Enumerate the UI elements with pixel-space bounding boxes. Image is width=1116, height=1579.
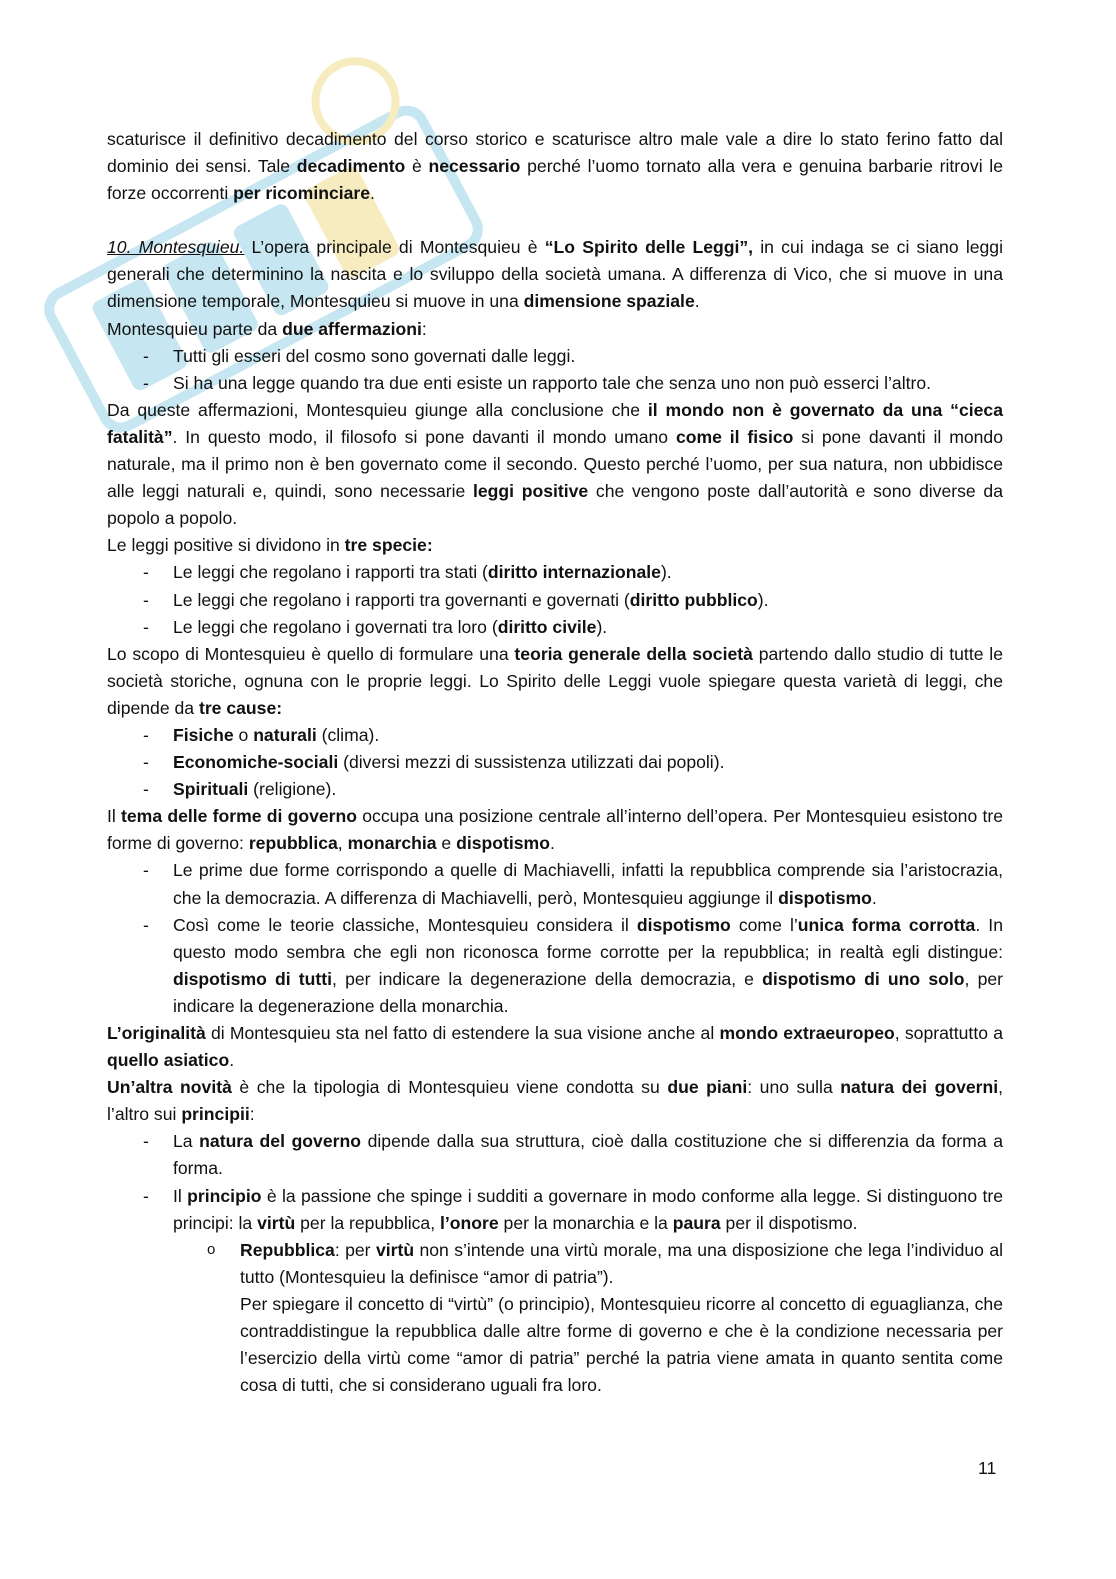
bold-text: Spirituali: [173, 779, 249, 800]
text-run: ).: [596, 616, 608, 637]
list-item: [107, 776, 1003, 803]
bold-text: Repubblica: [240, 1239, 335, 1260]
text-run: che vengono poste dall’autorità e sono diverse da popolo a popolo.: [107, 481, 1003, 529]
bold-text: dimensione spaziale: [523, 291, 695, 312]
bold-text: natura del governo: [199, 1131, 361, 1152]
bold-text: Economiche-sociali: [173, 752, 339, 773]
bold-text: naturali: [253, 724, 317, 745]
bold-text: tre cause:: [198, 697, 283, 718]
text-run: , soprattutto a: [894, 1023, 1003, 1043]
text-run: è che la tipologia di Montesquieu viene condotta su: [231, 1077, 668, 1098]
bold-text: tema delle forme di governo: [121, 806, 358, 827]
text-run: non s’intende una virtù morale, ma una disposizione che lega l’individuo al tutto (Montesquieu la definisce “amor di patria”).: [240, 1239, 1004, 1287]
list-item: [107, 1128, 1003, 1182]
text-run: .: [370, 183, 375, 204]
text-run: :: [249, 1104, 255, 1125]
paragraph-forms-of-government: [107, 803, 1003, 857]
text-run: .: [871, 887, 877, 908]
text-run: .: [694, 291, 700, 312]
text-run: (religione).: [248, 779, 337, 800]
list-forms: [107, 857, 1003, 1020]
bold-text: monarchia: [347, 833, 437, 854]
text-run: . In questo modo sembra che egli non riconosca forme corrotte per la repubblica; in realtà egli distingue:: [173, 914, 1003, 962]
bold-text: il mondo non è governato da una “cieca fatalità”: [107, 399, 1003, 447]
bold-text: dispotismo: [778, 887, 872, 908]
text-run: . In questo modo, il filosofo si pone davanti il mondo umano: [172, 426, 676, 447]
bold-text: “Lo Spirito delle Leggi”,: [544, 237, 754, 258]
text-run: (diversi mezzi di sussistenza utilizzati dai popoli).: [338, 752, 725, 773]
list-item: [107, 343, 1003, 370]
list-item: [107, 1183, 1003, 1237]
text-run: o: [233, 724, 254, 745]
bold-text: per ricominciare: [233, 183, 371, 204]
text-run: Montesquieu parte da: [107, 318, 283, 339]
text-run: La: [173, 1131, 200, 1152]
text-run: corso storico e scaturisce altro male vale a dire lo stato ferino fatto dal dominio dei sensi.: [107, 129, 1003, 177]
bold-text: virtù: [257, 1212, 296, 1233]
text-run: Lo scopo di Montesquieu è quello di formulare una: [107, 643, 515, 664]
text-run: Da queste affermazioni, Montesquieu giunge alla conclusione che: [107, 399, 648, 420]
list-affirmations: [107, 343, 1003, 397]
bold-text: diritto pubblico: [629, 589, 758, 610]
text-run: di Montesquieu sta nel fatto di estendere la sua visione anche al: [205, 1023, 720, 1043]
text-run: per il dispotismo.: [720, 1212, 858, 1233]
bold-text: mondo extraeuropeo: [719, 1023, 895, 1043]
bold-text: principio: [187, 1185, 262, 1206]
bold-text: tre specie:: [344, 535, 433, 556]
text-run: occupa una posizione centrale all’interno dell’opera. Per Montesquieu esistono tre forme di governo:: [107, 806, 1003, 854]
bold-text: principii: [181, 1104, 250, 1125]
text-run: ).: [757, 589, 769, 610]
text-run: .: [229, 1050, 235, 1071]
text-run: Per spiegare il concetto di “virtù” (o principio), Montesquieu ricorre al concetto di eguaglianza, che contraddistingue la repubblica dalle altre forme di governo e che è la condizione necessaria per l’esercizio della virtù come “amor di patria” perché la patria viene amata in quanto sentita come cosa di tutti, che si considerano uguali fra loro.: [240, 1293, 1003, 1396]
list-item: [107, 370, 1003, 397]
text-run: : per: [334, 1239, 376, 1260]
paragraph-law-species: [107, 532, 1003, 559]
bold-text: due affermazioni: [282, 318, 422, 339]
list-item: [107, 559, 1003, 586]
list-law-species: [107, 559, 1003, 640]
text-run: ).: [660, 562, 672, 583]
text-run: Si ha una legge quando tra due enti esiste un rapporto tale che senza uno non può esserci l’altro.: [173, 372, 932, 393]
text-run: Il: [173, 1185, 188, 1206]
paragraph-conclusion: [107, 397, 1003, 532]
bold-text: leggi positive: [472, 481, 589, 502]
bold-text: virtù: [375, 1239, 415, 1260]
list-item: [107, 749, 1003, 776]
bold-text: natura dei governi: [840, 1077, 999, 1098]
bold-text: teoria generale della società: [514, 643, 753, 664]
text-run: dipende dalla sua struttura, cioè dalla costituzione che si differenzia da forma a forma.: [173, 1131, 1003, 1179]
bold-text: L’originalità: [107, 1023, 206, 1043]
sublist-principles: [107, 1237, 1003, 1400]
text-run: è: [405, 156, 429, 177]
list-causes: [107, 722, 1003, 803]
list-item: [107, 912, 1003, 1020]
text-run: Le leggi che regolano i rapporti tra stati (: [173, 562, 488, 583]
text-run: Così come le teorie classiche, Montesquieu considera il: [173, 914, 637, 935]
bold-text: Fisiche: [173, 724, 234, 745]
bold-text: dispotismo di tutti: [173, 968, 333, 989]
document-body: [107, 126, 1003, 1399]
text-run: Le leggi che regolano i rapporti tra governanti e governati (: [173, 589, 630, 610]
republic-definition: [240, 1237, 1003, 1291]
text-run: Le leggi positive si dividono in: [107, 535, 345, 556]
list-planes: [107, 1128, 1003, 1236]
list-item: [107, 857, 1003, 911]
section-heading: 10. Montesquieu.: [107, 237, 245, 258]
paragraph-novelty: [107, 1074, 1003, 1128]
text-run: Il: [107, 806, 122, 827]
bold-text: diritto civile: [497, 616, 597, 637]
bold-text: repubblica: [248, 833, 338, 854]
bold-text: paura: [672, 1212, 721, 1233]
text-run: si pone davanti il mondo naturale, ma il primo non è ben governato come il secondo. Questo perché l’uomo, per sua natura, non ubbidisce alle leggi naturali e, quindi, sono necessarie: [107, 426, 1003, 502]
page-number: 11: [978, 1458, 997, 1478]
bold-text: diritto internazionale: [487, 562, 661, 583]
bold-text: l’onore: [440, 1212, 499, 1233]
text-run: per la repubblica,: [295, 1212, 440, 1233]
paragraph-intro: [107, 126, 1003, 207]
text-run: : uno sulla: [747, 1077, 841, 1098]
text-run: in cui indaga se ci siano leggi generali che determinino la nascita e lo sviluppo della società umana. A differenza di Vico, che si muove in una dimensione temporale, Montesquieu si muove in una: [107, 237, 1003, 312]
bold-text: quello asiatico: [107, 1050, 230, 1071]
paragraph-section-montesquieu: [107, 234, 1003, 315]
bold-text: necessario: [428, 156, 521, 177]
paragraph-scope: [107, 641, 1003, 722]
text-run: Le leggi che regolano i governati tra loro (: [173, 616, 498, 637]
list-item: [107, 614, 1003, 641]
text-run: .: [549, 833, 555, 854]
text-run: come l’: [730, 914, 798, 935]
text-run: , per indicare la degenerazione della monarchia.: [173, 968, 1003, 1016]
bold-text: dispotismo di uno solo: [762, 968, 965, 989]
paragraph-two-affirmations: [107, 316, 1003, 343]
text-run: decadimento del: [285, 129, 418, 149]
text-run: ,: [337, 833, 348, 854]
bold-text: dispotismo: [456, 833, 550, 854]
text-run: partendo dallo studio di tutte le società storiche, ognuna con le proprie leggi. Lo Spirito delle Leggi vuole spiegare questa varietà di leggi, che dipende da: [107, 643, 1003, 718]
republic-equality: [240, 1291, 1003, 1399]
text-run: :: [421, 318, 427, 339]
bold-text: due piani: [667, 1077, 748, 1098]
sublist-item-republic: [107, 1237, 1003, 1400]
text-run: (clima).: [316, 724, 380, 745]
list-item: [107, 587, 1003, 614]
text-run: Le prime due forme corrispondo a quelle di Machiavelli, infatti la repubblica comprende sia l’aristocrazia, che la democrazia. A differenza di Machiavelli, però, Montesquieu aggiunge il: [173, 860, 1003, 908]
text-run: è la passione che spinge i sudditi a governare in modo conforme alla legge. Si distinguono tre principi: la: [173, 1185, 1004, 1233]
bold-text: unica forma corrotta: [797, 914, 976, 935]
text-run: L’opera principale di Montesquieu è: [244, 237, 545, 258]
bold-text: decadimento: [296, 156, 406, 177]
list-item: [107, 722, 1003, 749]
bold-text: dispotismo: [636, 914, 731, 935]
bold-text: come il fisico: [675, 426, 794, 447]
text-run: , l’altro sui: [107, 1077, 1004, 1125]
bold-text: Un’altra novità: [107, 1077, 232, 1098]
text-run: e: [436, 833, 457, 854]
text-run: Tutti gli esseri del cosmo sono governati dalle leggi.: [173, 345, 576, 366]
text-run: scaturisce il definitivo: [107, 129, 286, 149]
text-run: Tale: [257, 156, 297, 177]
text-run: per la monarchia e la: [498, 1212, 673, 1233]
paragraph-originality: [107, 1020, 1003, 1074]
text-run: perché l’uomo tornato alla vera e genuina barbarie ritrovi le forze occorrenti: [107, 156, 1003, 204]
text-run: , per indicare la degenerazione della democrazia, e: [332, 968, 763, 989]
